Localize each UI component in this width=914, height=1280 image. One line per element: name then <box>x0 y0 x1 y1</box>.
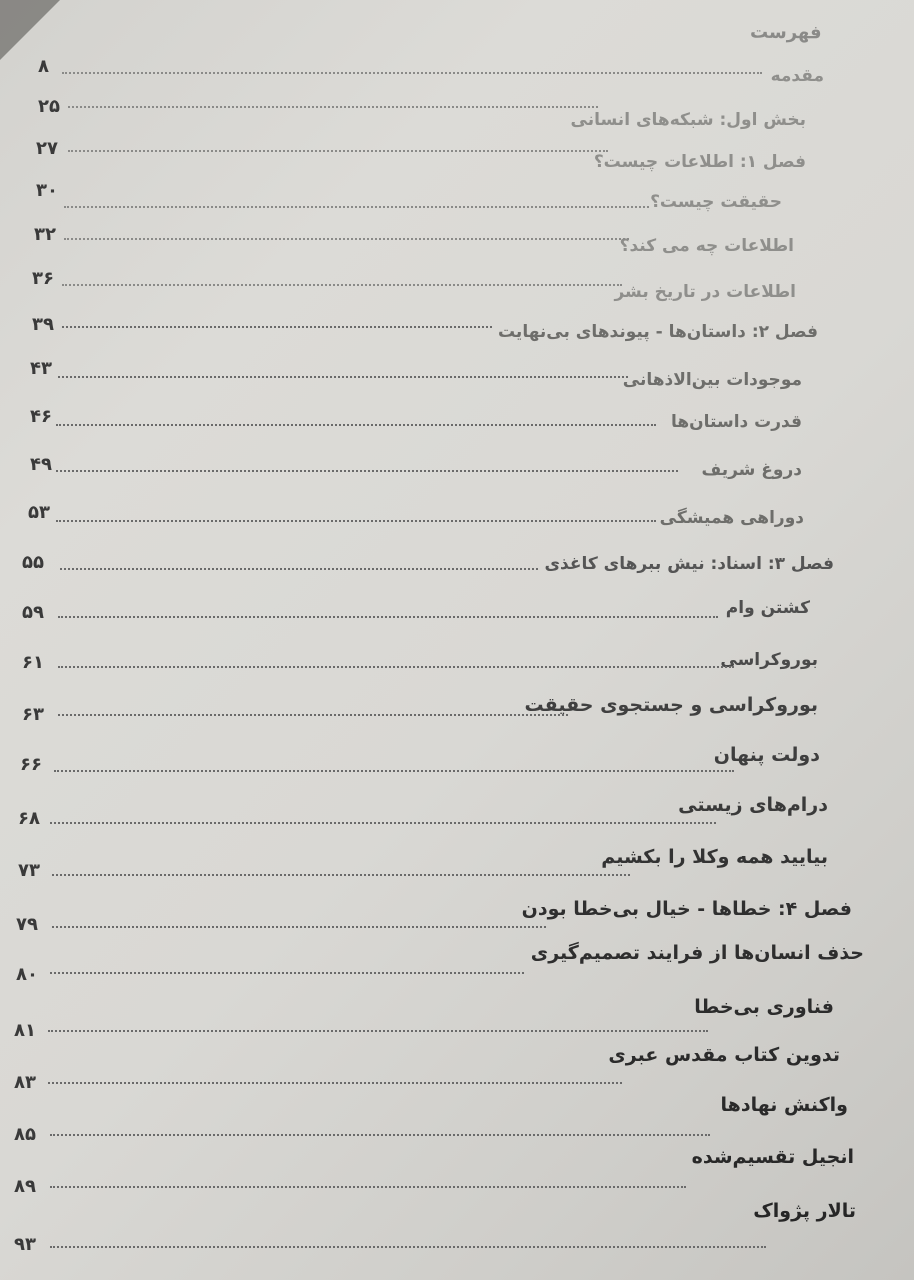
toc-entry <box>0 316 914 356</box>
toc-entry-leader <box>50 822 716 824</box>
toc-entry <box>0 1044 914 1093</box>
toc-entry <box>0 1146 914 1197</box>
toc-entry-label: واکنش نهادها <box>720 1094 848 1116</box>
toc-entry <box>0 96 914 136</box>
toc-entry <box>0 548 914 588</box>
toc-entry-label: بیایید همه وکلا را بکشیم <box>601 846 828 868</box>
toc-entry-page: ۳۹ <box>32 314 54 335</box>
toc-entry <box>0 180 914 224</box>
toc-entry-label: بخش اول: شبکه‌های انسانی <box>570 110 806 130</box>
toc-entry-page: ۲۷ <box>36 138 58 159</box>
toc-entry-label: موجودات بین‌الاذهانی <box>622 370 802 390</box>
toc-entry-leader <box>50 1246 766 1248</box>
toc-entry-label: دروغ شریف <box>701 460 802 480</box>
toc-entry-page: ۷۹ <box>16 914 38 935</box>
toc-entry <box>0 742 914 782</box>
toc-entry-page: ۸۵ <box>14 1124 36 1145</box>
toc-title: فهرست <box>750 21 823 44</box>
toc-entry-leader <box>58 616 718 618</box>
toc-entry-leader <box>56 424 656 426</box>
toc-entry-leader <box>62 72 762 74</box>
toc-entry-page: ۷۳ <box>18 860 40 881</box>
toc-entry-page: ۲۵ <box>38 96 60 117</box>
toc-entry-page: ۴۳ <box>30 358 52 379</box>
toc-entry-label: مقدمه <box>770 66 824 86</box>
toc-entry-page: ۵۳ <box>28 502 50 523</box>
toc-entry <box>0 1200 914 1255</box>
toc-entry <box>0 1094 914 1145</box>
toc-entry-leader <box>48 1082 622 1084</box>
toc-entry <box>0 896 914 936</box>
toc-entry-label: فصل ۲: داستان‌ها - پیوندهای بی‌نهایت <box>497 322 818 342</box>
toc-entry-leader <box>50 972 524 974</box>
toc-entry-leader <box>58 666 734 668</box>
toc-entry-label: تالار پژواک <box>753 1200 856 1222</box>
toc-entry-label: درام‌های زیستی <box>678 794 828 816</box>
toc-entry-label: فناوری بی‌خطا <box>694 996 834 1018</box>
toc-entry <box>0 692 914 732</box>
toc-entry <box>0 792 914 832</box>
toc-entry-page: ۳۰ <box>36 180 58 201</box>
toc-entry-leader <box>64 206 649 208</box>
toc-entry <box>0 58 914 98</box>
toc-entry <box>0 408 914 448</box>
toc-entry-leader <box>56 470 678 472</box>
toc-entry-leader <box>58 714 568 716</box>
toc-entry-page: ۵۹ <box>22 602 44 623</box>
toc-entry-label: دولت پنهان <box>713 744 820 766</box>
toc-entry-label: اطلاعات چه می کند؟ <box>619 236 794 256</box>
toc-entry-page: ۸۳ <box>14 1072 36 1093</box>
toc-entry <box>0 996 914 1041</box>
toc-entry-leader <box>58 376 628 378</box>
toc-entry-page: ۴۶ <box>30 406 52 427</box>
toc-entry <box>0 454 914 494</box>
toc-entry <box>0 358 914 402</box>
toc-entry <box>0 500 914 540</box>
toc-entry-page: ۳۲ <box>34 224 56 245</box>
toc-entry-leader <box>64 238 629 240</box>
toc-entry-page: ۸ <box>38 56 49 77</box>
toc-entry-page: ۴۹ <box>30 454 52 475</box>
toc-entry-page: ۹۳ <box>14 1234 36 1255</box>
toc-entry-leader <box>68 150 608 152</box>
toc-entry-leader <box>52 926 546 928</box>
toc-entry <box>0 224 914 268</box>
toc-entry-label: دوراهی همیشگی <box>659 508 804 528</box>
toc-entry-leader <box>48 1030 708 1032</box>
toc-entry-page: ۸۹ <box>14 1176 36 1197</box>
toc-entry-leader <box>52 874 630 876</box>
toc-entry-label: حقیقت چیست؟ <box>650 192 782 212</box>
toc-entry-label: بوروکراسی <box>720 650 818 670</box>
toc-entry-page: ۸۰ <box>16 964 38 985</box>
toc-entry-label: حذف انسان‌ها از فرایند تصمیم‌گیری <box>530 942 864 964</box>
toc-entry-label: فصل ۱: اطلاعات چیست؟ <box>593 152 806 172</box>
toc-entry-label: کشتن وام <box>725 598 810 618</box>
toc-entry <box>0 846 914 886</box>
toc-entry-leader <box>60 568 538 570</box>
toc-entry <box>0 596 914 636</box>
toc-entry-page: ۶۱ <box>22 652 44 673</box>
toc-entry-label: فصل ۴: خطاها - خیال بی‌خطا بودن <box>521 898 852 920</box>
toc-entry-page: ۵۵ <box>22 552 44 573</box>
toc-entry-label: قدرت داستان‌ها <box>670 412 802 432</box>
toc-entry-leader <box>68 106 598 108</box>
toc-entry <box>0 646 914 686</box>
toc-entry-leader <box>50 1134 710 1136</box>
toc-entry-label: تدوین کتاب مقدس عبری <box>608 1044 840 1066</box>
toc-entry <box>0 268 914 312</box>
toc-entry-page: ۸۱ <box>14 1020 36 1041</box>
toc-entry-label: اطلاعات در تاریخ بشر <box>614 282 796 302</box>
toc-entry-leader <box>62 284 622 286</box>
toc-entry-label: فصل ۳: اسناد: نیش ببرهای کاغذی <box>544 554 834 574</box>
toc-entry-label: انجیل تقسیم‌شده <box>691 1146 854 1168</box>
toc-entry-leader <box>54 770 734 772</box>
toc-entry-page: ۳۶ <box>32 268 54 289</box>
toc-entry <box>0 140 914 180</box>
toc-entry-leader <box>50 1186 686 1188</box>
toc-entry-label: بوروکراسی و جستجوی حقیقت <box>524 694 818 716</box>
toc-entry-page: ۶۳ <box>22 704 44 725</box>
toc-entry-page: ۶۸ <box>18 808 40 829</box>
toc-entry-leader <box>62 326 492 328</box>
toc-entry <box>0 942 914 985</box>
toc-entry-leader <box>56 520 656 522</box>
toc-entry-page: ۶۶ <box>20 754 42 775</box>
